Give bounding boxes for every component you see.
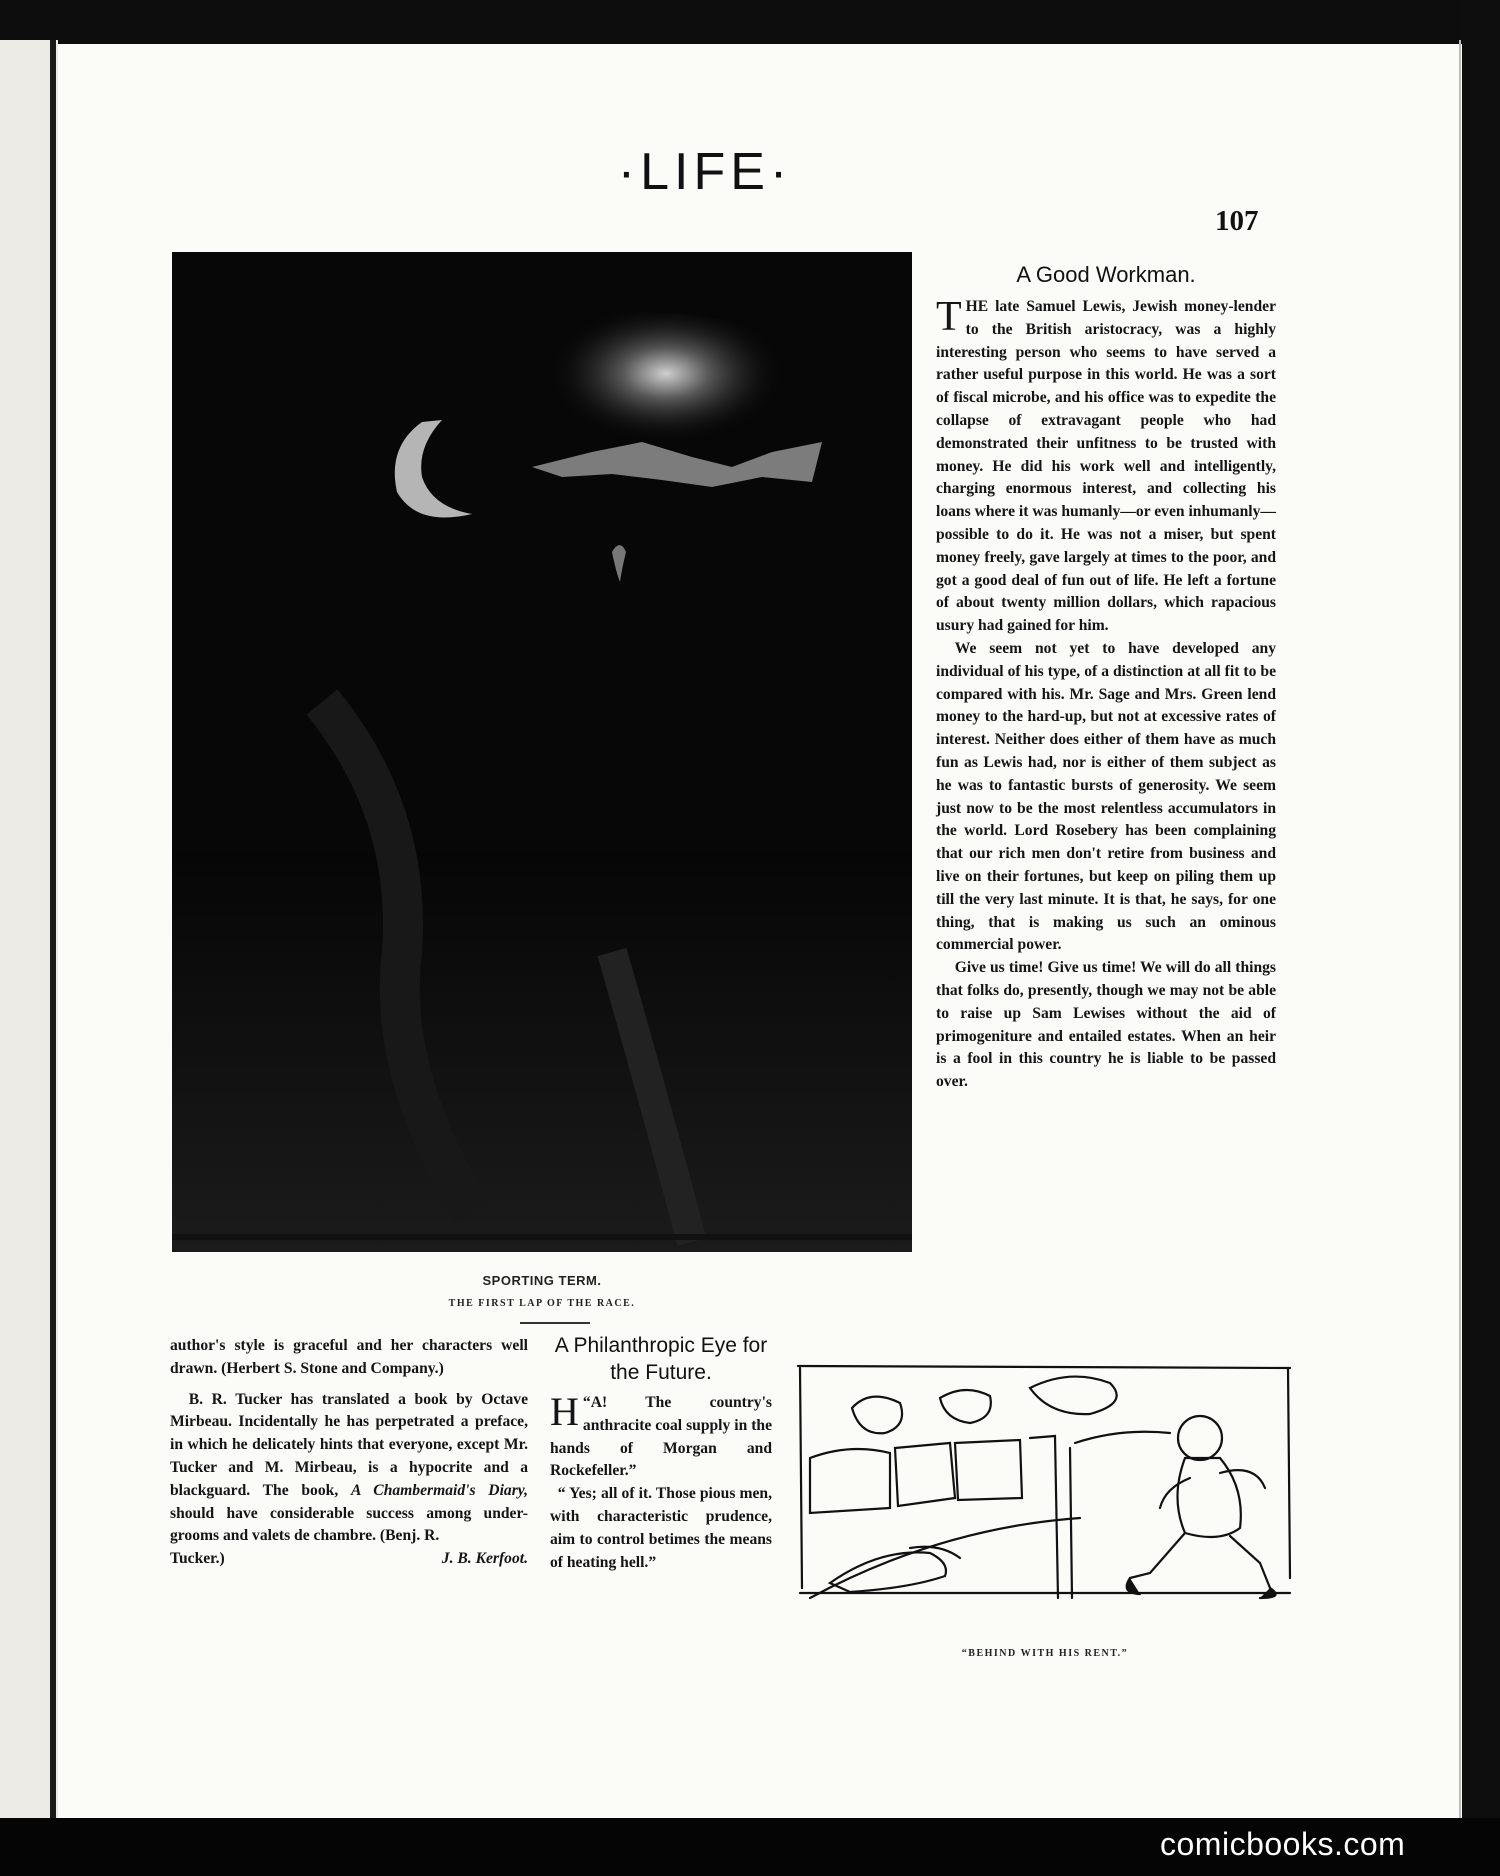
- page-number: 107: [1215, 205, 1259, 237]
- drop-cap: H: [550, 1389, 579, 1434]
- drop-cap: T: [936, 294, 962, 340]
- review-paragraph-2: [170, 1389, 528, 1549]
- main-illustration: [172, 252, 912, 1252]
- article-philanthropic: [550, 1332, 772, 1574]
- review-text: should have considerable success among under-grooms and valets de chambre. (Benj. R.: [170, 1504, 528, 1545]
- masthead: ·LIFE·: [617, 143, 793, 201]
- boy-running-drawing: [790, 1348, 1300, 1618]
- book-review-column: [170, 1335, 528, 1571]
- cloud: [940, 1390, 991, 1423]
- article-title: A Good Workman.: [1016, 262, 1196, 287]
- cloud: [852, 1397, 902, 1434]
- review-text: B. R. Tucker has translated a book by Octave Mirbeau. Incidentally he has perpetrated a preface, in which he delicately hints that everyone, except Mr. Tucker and M. Mirbeau, is a hypocrite and a blackguard. The book,: [170, 1390, 528, 1499]
- page-edge: [1459, 40, 1461, 1820]
- boy-head: [1178, 1416, 1222, 1460]
- dialogue-paragraph-2: “ Yes; all of it. Those pious men, with characteristic prudence, aim to control betimes the means of heating hell.”: [550, 1485, 772, 1571]
- author-signature: J. B. Kerfoot.: [441, 1550, 528, 1568]
- night-race-drawing: [172, 252, 912, 1252]
- open-quote: “: [582, 1394, 591, 1411]
- illustration-caption-subtitle: THE FIRST LAP OF THE RACE.: [448, 1298, 636, 1309]
- dog: [830, 1552, 946, 1592]
- article-paragraph-1: [936, 296, 1276, 638]
- article-title: A Philanthropic Eye for the Future.: [554, 1334, 768, 1384]
- scan-border-top: [0, 0, 1500, 44]
- fence-top: [798, 1366, 1290, 1368]
- article-paragraph-2: We seem not yet to have developed any individual of his type, of a distinction at all fit to be compared with his. Mr. Sage and Mrs. Green lend money to the hard-up, but not at excessive rates of interest. Neither does either of them have as much fun as Lewis had, nor is either of them subject as he was to fantastic bursts of generosity. We seem just now to be the most relentless accumulators in the world. Lord Rosebery has been complaining that our rich men don't retire from business and live on their fortunes, but keep on piling them up till the very last minute. It is that, he says, for one thing, that is making us such an ominous commercial power.: [936, 639, 1276, 954]
- review-signature-line: [170, 1548, 528, 1571]
- review-paragraph-1: author's style is graceful and her characters well drawn. (Herbert S. Stone and Company.): [170, 1337, 528, 1377]
- paragraph-text: A! The country's anthracite coal supply in the hands of Morgan and Rockefeller.”: [550, 1394, 772, 1480]
- dialogue-paragraph-1: [550, 1389, 772, 1483]
- page-binding-edge: [50, 40, 56, 1820]
- paragraph-text: HE late Samuel Lewis, Jewish money-lender to the British aristocracy, was a highly interesting person who seems to have served a rather useful purpose in this world. He was a sort of fiscal microbe, and his office was to expedite the collapse of extravagant people who had demonstrated their unfitness to be trusted with money. He did his work well and intelligently, charging enormous interest, and collecting his loans where it was humanly—or even inhumanly—possible to do it. He was not a miser, but spent money freely, gave largely at times to the poor, and got a good deal of fun out of life. He left a fortune of about twenty million dollars, which rapacious usury had gained for him.: [936, 298, 1276, 635]
- cartoon-illustration: [790, 1348, 1300, 1618]
- review-text-end: Tucker.): [170, 1550, 225, 1568]
- article-good-workman: [936, 262, 1276, 1094]
- illustration-caption-title: SPORTING TERM.: [482, 1273, 602, 1288]
- cloud: [1030, 1377, 1117, 1415]
- scan-border-right: [1462, 0, 1500, 1820]
- book-title: A Chambermaid's Diary,: [351, 1481, 529, 1499]
- caption-divider: [520, 1322, 590, 1324]
- article-paragraph-3: Give us time! Give us time! We will do all things that folks do, presently, though we may not be able to raise up Sam Lewises without the aid of primogeniture and entailed estates. When an heir is a fool in this country he is liable to be passed over.: [936, 959, 1276, 1091]
- watermark: comicbooks.com: [1160, 1826, 1406, 1862]
- cartoon-caption: “BEHIND WITH HIS RENT.”: [961, 1648, 1129, 1659]
